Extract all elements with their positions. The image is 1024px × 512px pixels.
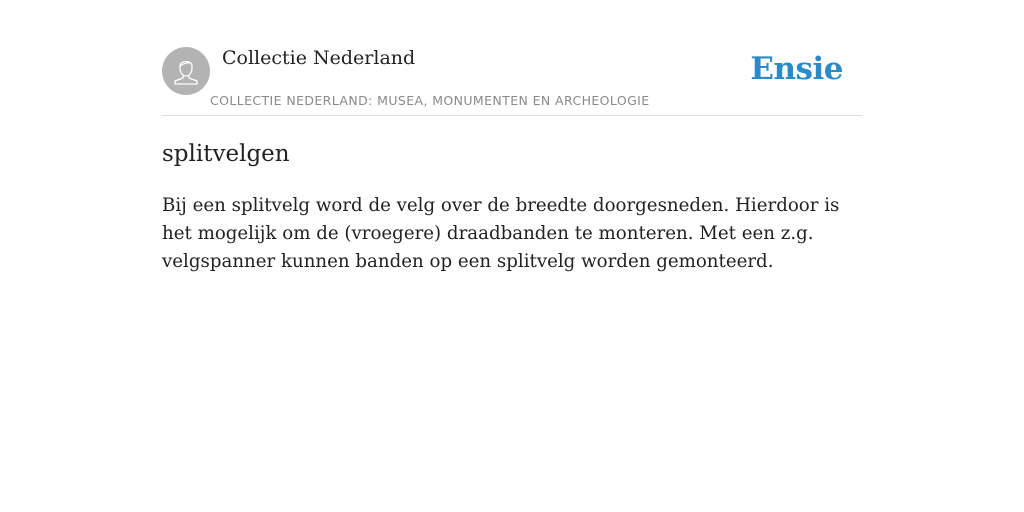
page-container: [162, 0, 862, 512]
entry-header: [162, 0, 862, 116]
entry-body: Bij een splitvelg word de velg over de breedte doorgesneden. Hierdoor is het mogelijk om de (vroegere) draadbanden te monteren. Met een z.g. velgspanner kunnen banden op een splitvelg worden gemonteerd.: [162, 195, 840, 272]
user-icon: [162, 47, 210, 95]
collection-link[interactable]: COLLECTIE NEDERLAND: MUSEA, MONUMENTEN EN ARCHEOLOGIE: [210, 93, 650, 108]
author-name[interactable]: Collectie Nederland: [222, 47, 416, 69]
ensie-logo[interactable]: Ensie: [750, 51, 843, 87]
entry-title: splitvelgen: [162, 141, 290, 167]
author-avatar[interactable]: [162, 47, 210, 95]
